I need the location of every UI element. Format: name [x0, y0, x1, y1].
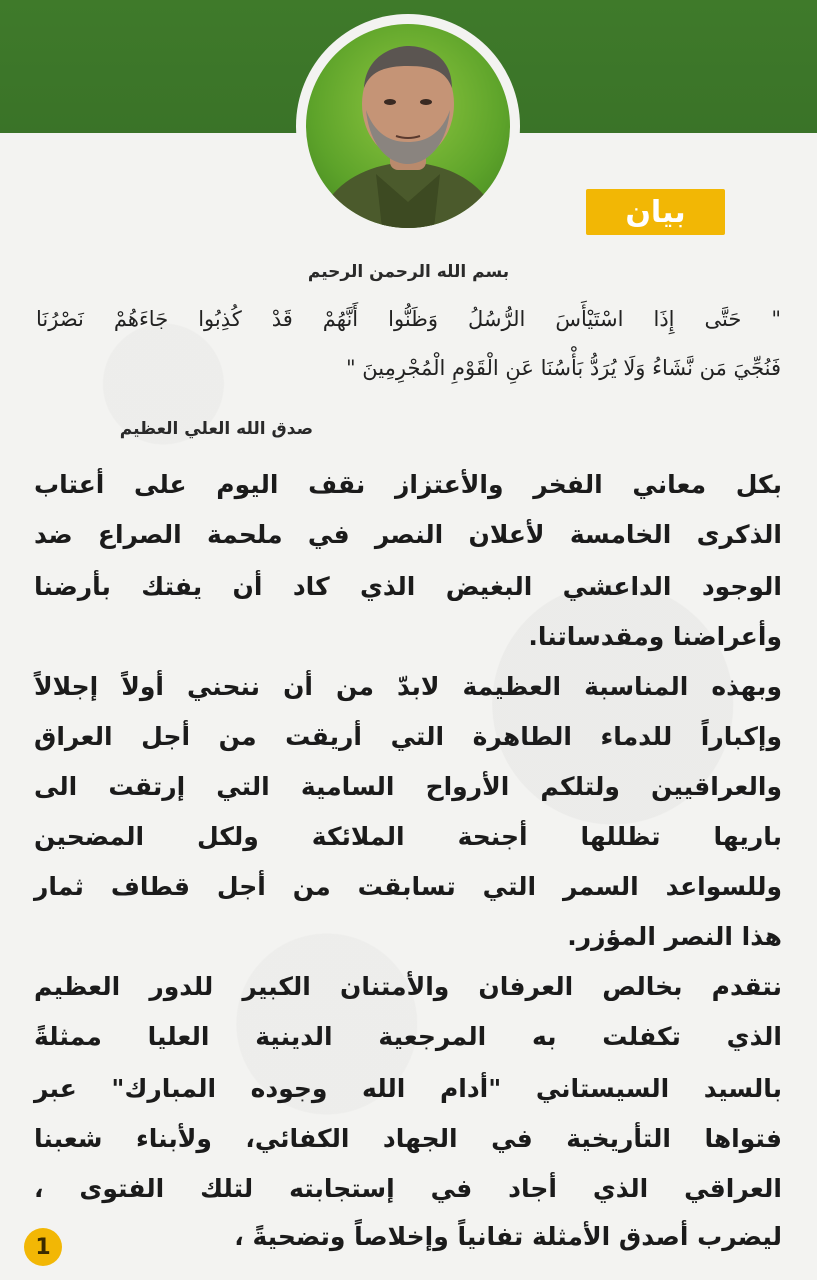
quran-verse-line-2: فَنُجِّيَ مَن نَّشَاءُ وَلَا يُرَدُّ بَأْسُنَا عَنِ الْقَوْمِ الْمُجْرِمِينَ " — [345, 356, 781, 380]
basmala-heading: بسم الله الرحمن الرحيم — [307, 262, 510, 282]
body-line: ليضرب أصدق الأمثلة تفانياً وإخلاصاً وتضحيةً ، — [234, 1222, 782, 1251]
portrait-photo — [306, 24, 510, 228]
body-line: الذي تكفلت به المرجعية الدينية العليا ممثلةً — [34, 1022, 782, 1051]
body-line: وبهذه المناسبة العظيمة لابدّ من أن ننحني أولاً إجلالاً — [34, 672, 782, 701]
body-line: وللسواعد السمر التي تسابقت من أجل قطاف ثمار — [34, 872, 782, 901]
body-line: بالسيد السيستاني "أدام الله وجوده المبارك" عبر — [34, 1074, 782, 1103]
body-line: باريها تظللها أجنحة الملائكة ولكل المضحين — [34, 822, 782, 851]
body-line: والعراقيين ولتلكم الأرواح السامية التي إرتقت الى — [34, 772, 782, 801]
quran-verse-line-1: " حَتَّى إِذَا اسْتَيْأَسَ الرُّسُلُ وَظَنُّوا أَنَّهُمْ قَدْ كُذِبُوا جَاءَهُمْ نَصْرُنَا — [36, 307, 781, 331]
person-portrait-image — [306, 24, 510, 228]
body-line: وإكباراً للدماء الطاهرة التي أريقت من أجل العراق — [34, 722, 782, 751]
body-line: الوجود الداعشي البغيض الذي كاد أن يفتك بأرضنا — [34, 572, 782, 601]
body-line: هذا النصر المؤزر. — [567, 922, 782, 951]
closing-verse-formula: صدق الله العلي العظيم — [119, 419, 313, 439]
body-line: فتواها التأريخية في الجهاد الكفائي، ولأبناء شعبنا — [34, 1124, 782, 1153]
body-line: العراقي الذي أجاد في إستجابته لتلك الفتوى ، — [34, 1174, 782, 1203]
body-line: بكل معاني الفخر والأعتزاز نقف اليوم على أعتاب — [34, 470, 782, 499]
body-line: الذكرى الخامسة لأعلان النصر في ملحمة الصراع ضد — [34, 520, 782, 549]
body-line: نتقدم بخالص العرفان والأمتنان الكبير للدور العظيم — [34, 972, 782, 1001]
body-line: وأعراضنا ومقدساتنا. — [528, 622, 782, 651]
statement-badge: بيان — [586, 189, 725, 235]
page-number-badge: 1 — [24, 1228, 62, 1266]
